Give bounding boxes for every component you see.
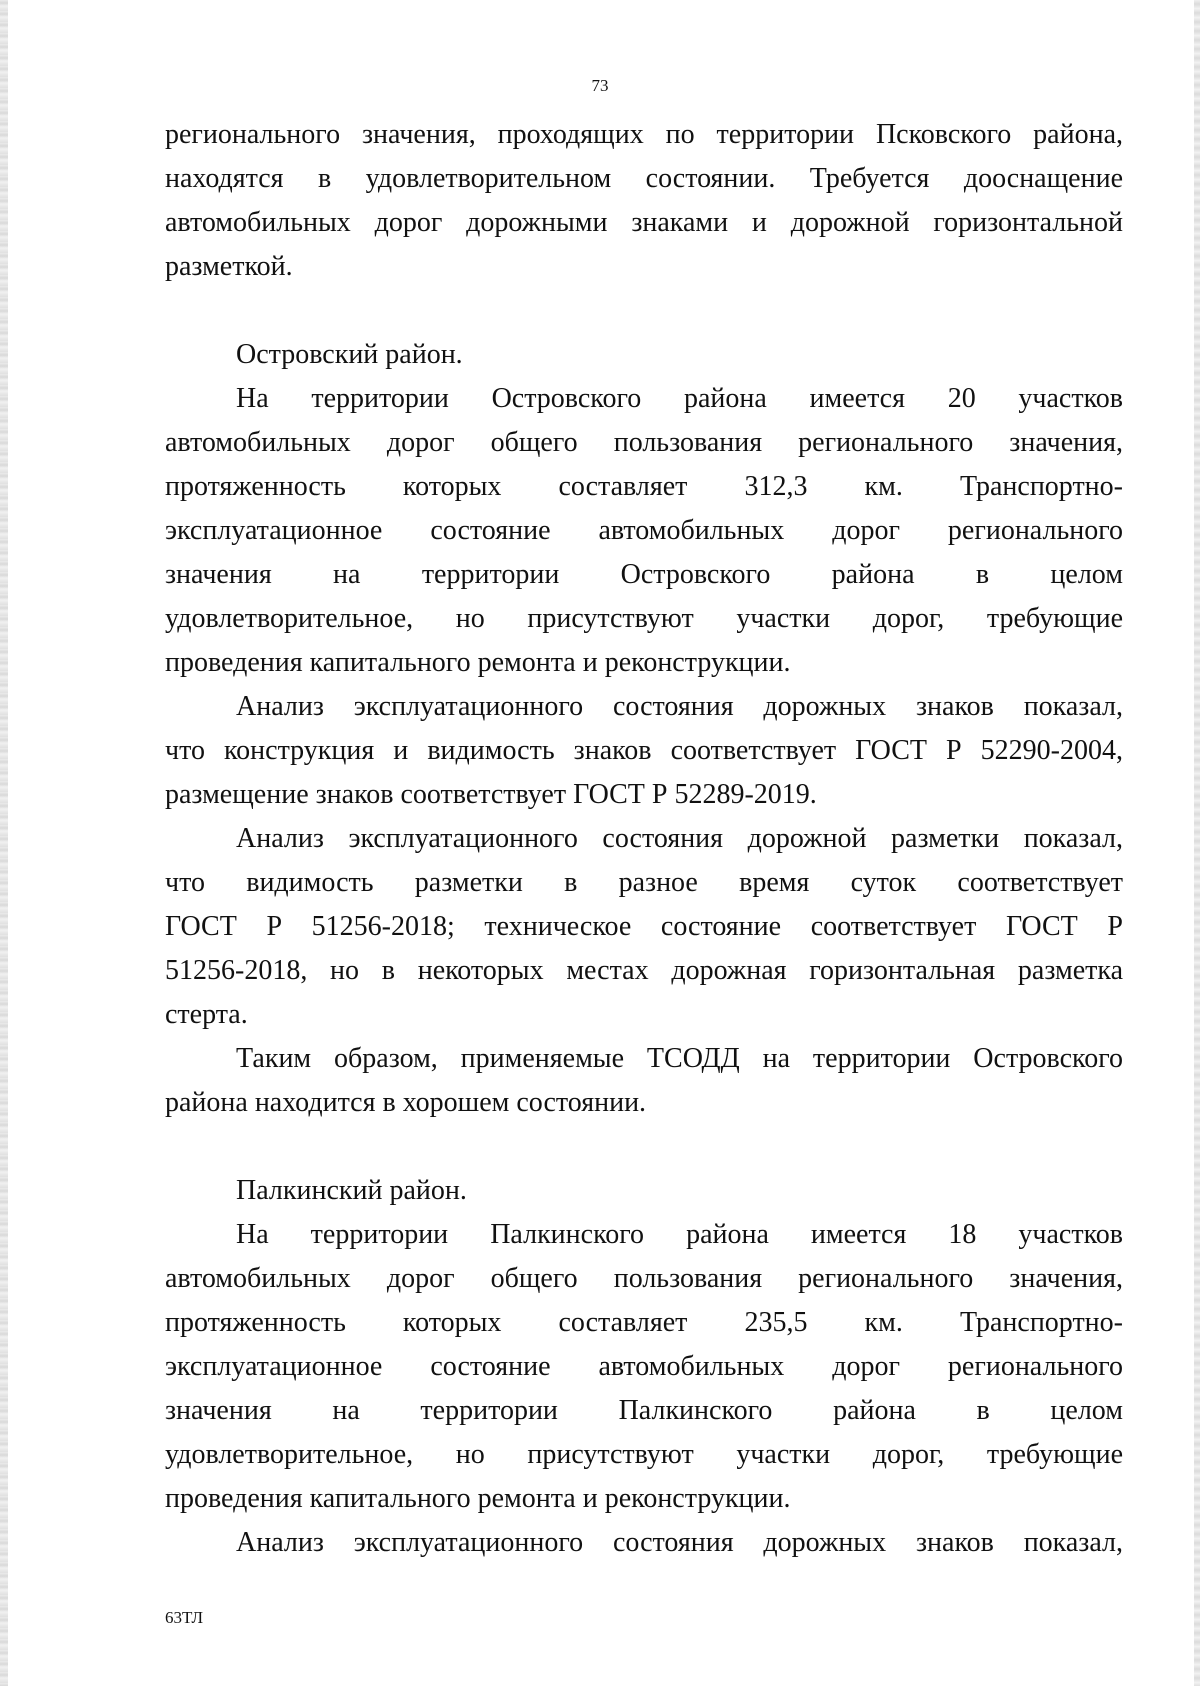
- text-line: автомобильных дорог общего пользования регионального значения,: [165, 1263, 1123, 1294]
- text-line: стерта.: [165, 999, 248, 1030]
- text-line: что видимость разметки в разное время суток соответствует: [165, 867, 1123, 898]
- text-line: удовлетворительное, но присутствуют участки дорог, требующие: [165, 603, 1123, 634]
- text-line: ГОСТ Р 51256-2018; техническое состояние соответствует ГОСТ Р: [165, 911, 1123, 942]
- text-line: автомобильных дорог общего пользования регионального значения,: [165, 427, 1123, 458]
- document-body: [165, 113, 1123, 1565]
- text-line: 51256-2018, но в некоторых местах дорожная горизонтальная разметка: [165, 955, 1123, 986]
- paragraph-gap: [165, 1125, 1123, 1169]
- text-line: размещение знаков соответствует ГОСТ Р 52289-2019.: [165, 779, 817, 810]
- text-line: проведения капитального ремонта и реконструкции.: [165, 647, 791, 678]
- section-heading-ostrovsky: Островский район.: [236, 339, 463, 370]
- text-line: значения на территории Островского района в целом: [165, 559, 1123, 590]
- section-heading-palkinsky: Палкинский район.: [236, 1175, 467, 1206]
- text-line: эксплуатационное состояние автомобильных дорог регионального: [165, 1351, 1123, 1382]
- text-line: На территории Островского района имеется 20 участков: [236, 383, 1123, 414]
- text-line: разметкой.: [165, 251, 293, 282]
- scan-edge-left: [0, 0, 8, 1686]
- text-line: удовлетворительное, но присутствуют участки дорог, требующие: [165, 1439, 1123, 1470]
- text-line: Таким образом, применяемые ТСОДД на территории Островского: [236, 1043, 1123, 1074]
- text-line: регионального значения, проходящих по территории Псковского района,: [165, 119, 1123, 150]
- text-line: что конструкция и видимость знаков соответствует ГОСТ Р 52290-2004,: [165, 735, 1123, 766]
- paragraph-gap: [165, 289, 1123, 333]
- text-line: проведения капитального ремонта и реконструкции.: [165, 1483, 791, 1514]
- text-line: Анализ эксплуатационного состояния дорожных знаков показал,: [236, 1527, 1123, 1558]
- text-line: района находится в хорошем состоянии.: [165, 1087, 647, 1118]
- text-line: эксплуатационное состояние автомобильных дорог регионального: [165, 515, 1123, 546]
- footer-code: 63ТЛ: [165, 1608, 204, 1627]
- text-line: На территории Палкинского района имеется 18 участков: [236, 1219, 1123, 1250]
- text-line: автомобильных дорог дорожными знаками и дорожной горизонтальной: [165, 207, 1123, 238]
- text-line: протяженность которых составляет 312,3 км. Транспортно-: [165, 471, 1123, 502]
- scan-edge-right: [1194, 0, 1200, 1686]
- text-line: протяженность которых составляет 235,5 км. Транспортно-: [165, 1307, 1123, 1338]
- page-number: 73: [591, 76, 609, 95]
- text-line: значения на территории Палкинского района в целом: [165, 1395, 1123, 1426]
- text-line: Анализ эксплуатационного состояния дорожных знаков показал,: [236, 691, 1123, 722]
- text-line: находятся в удовлетворительном состоянии. Требуется дооснащение: [165, 163, 1123, 194]
- text-line: Анализ эксплуатационного состояния дорожной разметки показал,: [236, 823, 1123, 854]
